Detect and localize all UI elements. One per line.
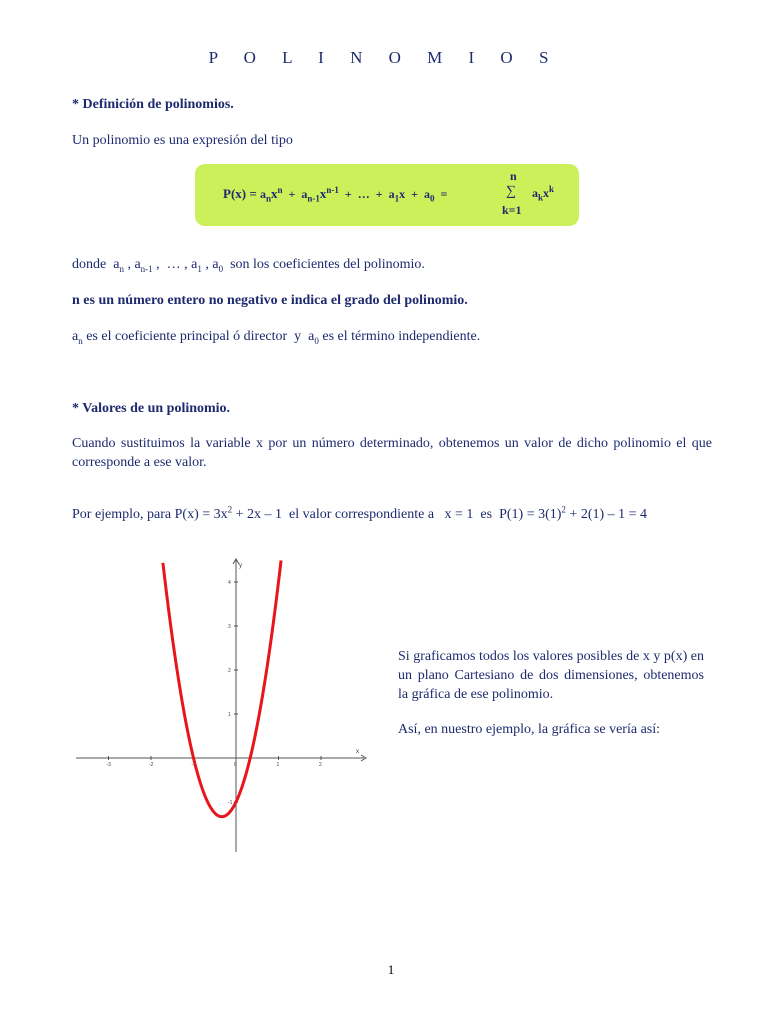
y-tick-label: 1	[228, 712, 231, 718]
degree-note: n es un número entero no negativo e indica el grado del polinomio.	[72, 293, 468, 308]
sum-term: $a_kx^k$	[532, 184, 555, 203]
leading-coefficient-text: $a_n$ es el coeficiente principal ó director y $a_0$ es el término independiente.	[72, 329, 481, 346]
y-tick-label: -1	[228, 800, 233, 806]
page-number: 1	[387, 962, 395, 977]
graph-explanation: Si graficamos todos los valores posibles de x y p(x) en un plano Cartesiano de dos dimensiones, obtenemos la gráfica de ese polinomio.	[398, 649, 704, 702]
x-tick-label: -3	[106, 762, 111, 768]
graph-axes	[76, 559, 366, 852]
section-heading-definition: * Definición de polinomios.	[72, 97, 234, 112]
x-tick-label: -2	[149, 762, 154, 768]
polynomial-graph	[70, 550, 370, 860]
formula-box	[195, 164, 579, 226]
x-axis-label: x	[356, 749, 359, 755]
substitution-paragraph: Cuando sustituimos la variable x por un número determinado, obtenemos un valor de dicho polinomio el que corresponde a ese valor.	[72, 436, 712, 470]
graph-ticks	[107, 580, 323, 806]
x-tick-label: -1	[191, 762, 196, 768]
y-tick-label: 2	[228, 668, 231, 674]
y-tick-label: 3	[228, 624, 231, 630]
y-tick-label: 4	[228, 580, 231, 586]
sum-upper-limit: n	[510, 169, 517, 183]
page-title: P O L I N O M I O S	[208, 48, 560, 67]
sum-lower-limit: k=1	[502, 203, 522, 217]
polynomial-formula: $P(x) = a_nx^n + a_{n-1}x^{n-1}$ + … + $a_1x + a_0$ =	[223, 185, 448, 204]
sum-sign: ∑	[506, 184, 516, 199]
example-text: Por ejemplo, para $P(x) = 3x^2 + 2x - 1$ el valor correspondiente a x = 1 es $P(1) = 3(1)^2 + 2(1) - 1 = 4$	[72, 504, 648, 522]
x-tick-label: 2	[319, 762, 322, 768]
intro-text: Un polinomio es una expresión del tipo	[72, 133, 293, 148]
x-tick-label: 1	[276, 762, 280, 768]
x-tick-label: 0	[234, 762, 237, 768]
graph-caption: Así, en nuestro ejemplo, la gráfica se vería así:	[398, 722, 661, 737]
parabola-curve	[163, 560, 281, 816]
coefficients-text: donde $a_n$ , $a_{n-1}$ , … , $a_1$ , $a_0$ son los coeficientes del polinomio.	[72, 257, 425, 274]
y-axis-label: y	[239, 563, 242, 569]
section-heading-values: * Valores de un polinomio.	[72, 401, 231, 416]
